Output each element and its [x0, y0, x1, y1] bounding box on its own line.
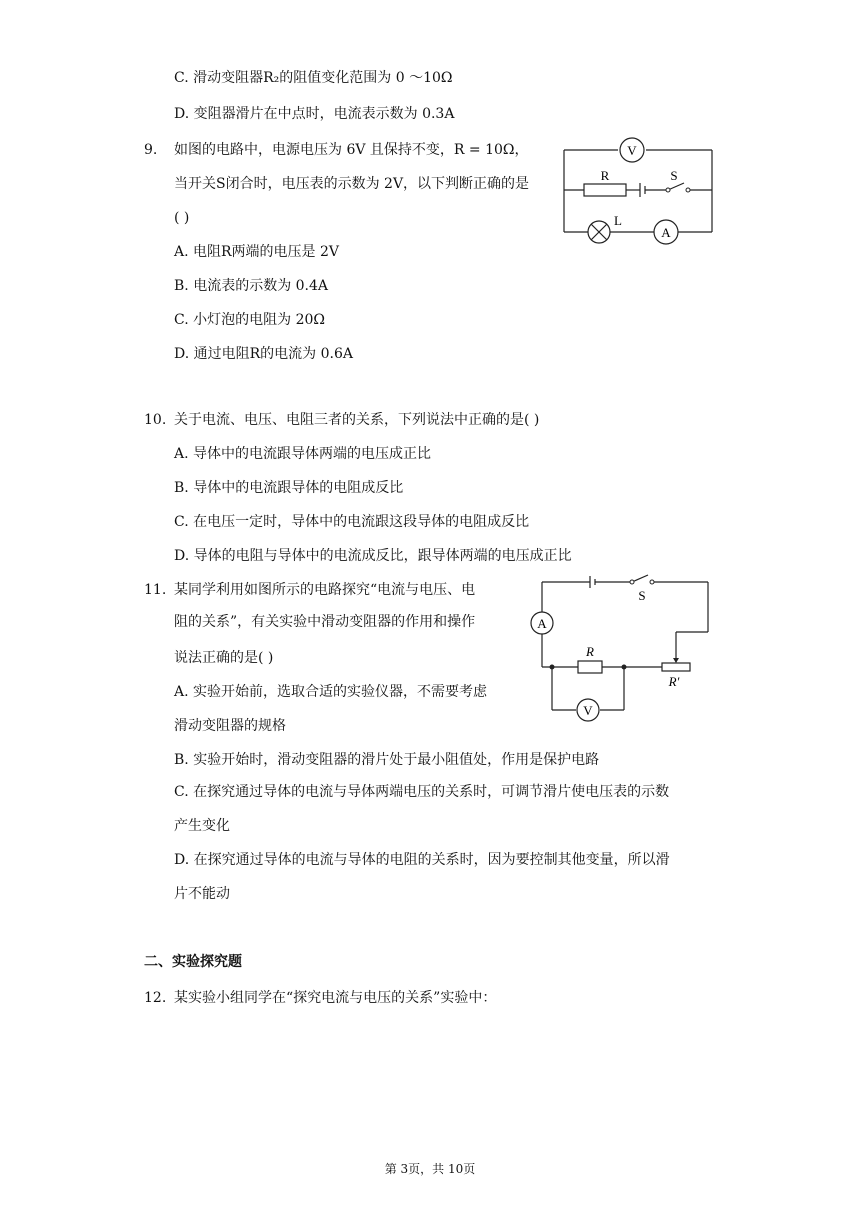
lamp-symbol: [588, 221, 610, 243]
question-number-12: 12.: [144, 990, 167, 1006]
q11-option-a-line1: A. 实验开始前，选取合适的实验仪器，不需要考虑: [174, 684, 488, 700]
q9-stem-line1: 如图的电路中，电源电压为 6V 且保持不变，R = 10Ω，: [174, 142, 529, 158]
ammeter-label: A: [537, 616, 547, 631]
q9-option-c: C. 小灯泡的电阻为 20Ω: [174, 312, 325, 328]
q9-circuit-diagram: [556, 134, 720, 246]
q9-stem-line3: ( ): [174, 210, 190, 226]
q9-option-b: B. 电流表的示数为 0.4A: [174, 278, 329, 294]
q11-option-a-line2: 滑动变阻器的规格: [174, 718, 286, 734]
q10-stem: 关于电流、电压、电阻三者的关系，下列说法中正确的是( ): [174, 412, 540, 428]
q11-option-c-line2: 产生变化: [174, 818, 230, 834]
voltmeter-label: V: [583, 703, 593, 718]
switch-label: S: [670, 168, 678, 183]
q11-option-b: B. 实验开始时，滑动变阻器的滑片处于最小阻值处，作用是保护电路: [174, 752, 600, 768]
q8-option-c: C. 滑动变阻器R₂的阻值变化范围为 0 ～10Ω: [174, 70, 453, 86]
q9-option-d: D. 通过电阻R的电流为 0.6A: [174, 346, 353, 362]
page-footer: 第 3页，共 10页: [384, 1162, 476, 1176]
ammeter-label: A: [661, 225, 671, 240]
q11-option-d-line1: D. 在探究通过导体的电流与导体的电阻的关系时，因为要控制其他变量，所以滑: [174, 852, 670, 868]
q11-option-d-line2: 片不能动: [174, 886, 230, 902]
question-number-11: 11.: [144, 582, 167, 598]
q10-option-c: C. 在电压一定时，导体中的电流跟这段导体的电阻成反比: [174, 514, 530, 530]
section-heading: 二、实验探究题: [144, 954, 242, 970]
resistor-label: R: [586, 644, 594, 659]
q12-stem: 某实验小组同学在“探究电流与电压的关系”实验中：: [174, 990, 497, 1006]
slider-arrow-icon: [673, 658, 679, 663]
q10-option-d: D. 导体的电阻与导体中的电流成反比，跟导体两端的电压成正比: [174, 548, 572, 564]
q11-stem-line3: 说法正确的是( ): [174, 650, 274, 666]
voltmeter-label: V: [627, 143, 637, 158]
q11-circuit-diagram: [528, 574, 718, 724]
q11-stem-line2: 阻的关系”，有关实验中滑动变阻器的作用和操作: [174, 614, 476, 630]
q11-stem-line1: 某同学利用如图所示的电路探究“电流与电压、电: [174, 582, 476, 598]
question-number-10: 10.: [144, 412, 167, 428]
question-number-9: 9.: [144, 142, 158, 158]
q8-option-d: D. 变阻器滑片在中点时，电流表示数为 0.3A: [174, 106, 455, 122]
switch-label: S: [638, 588, 646, 603]
q10-option-b: B. 导体中的电流跟导体的电阻成反比: [174, 480, 404, 496]
q9-stem-line2: 当开关S闭合时，电压表的示数为 2V，以下判断正确的是: [174, 176, 530, 192]
q10-option-a: A. 导体中的电流跟导体两端的电压成正比: [174, 446, 432, 462]
lamp-label: L: [614, 213, 622, 228]
q9-option-a: A. 电阻R两端的电压是 2V: [174, 244, 340, 260]
rheostat-label: R′: [668, 674, 680, 689]
resistor-label: R: [600, 168, 610, 183]
q11-option-c-line1: C. 在探究通过导体的电流与导体两端电压的关系时，可调节滑片使电压表的示数: [174, 784, 670, 800]
